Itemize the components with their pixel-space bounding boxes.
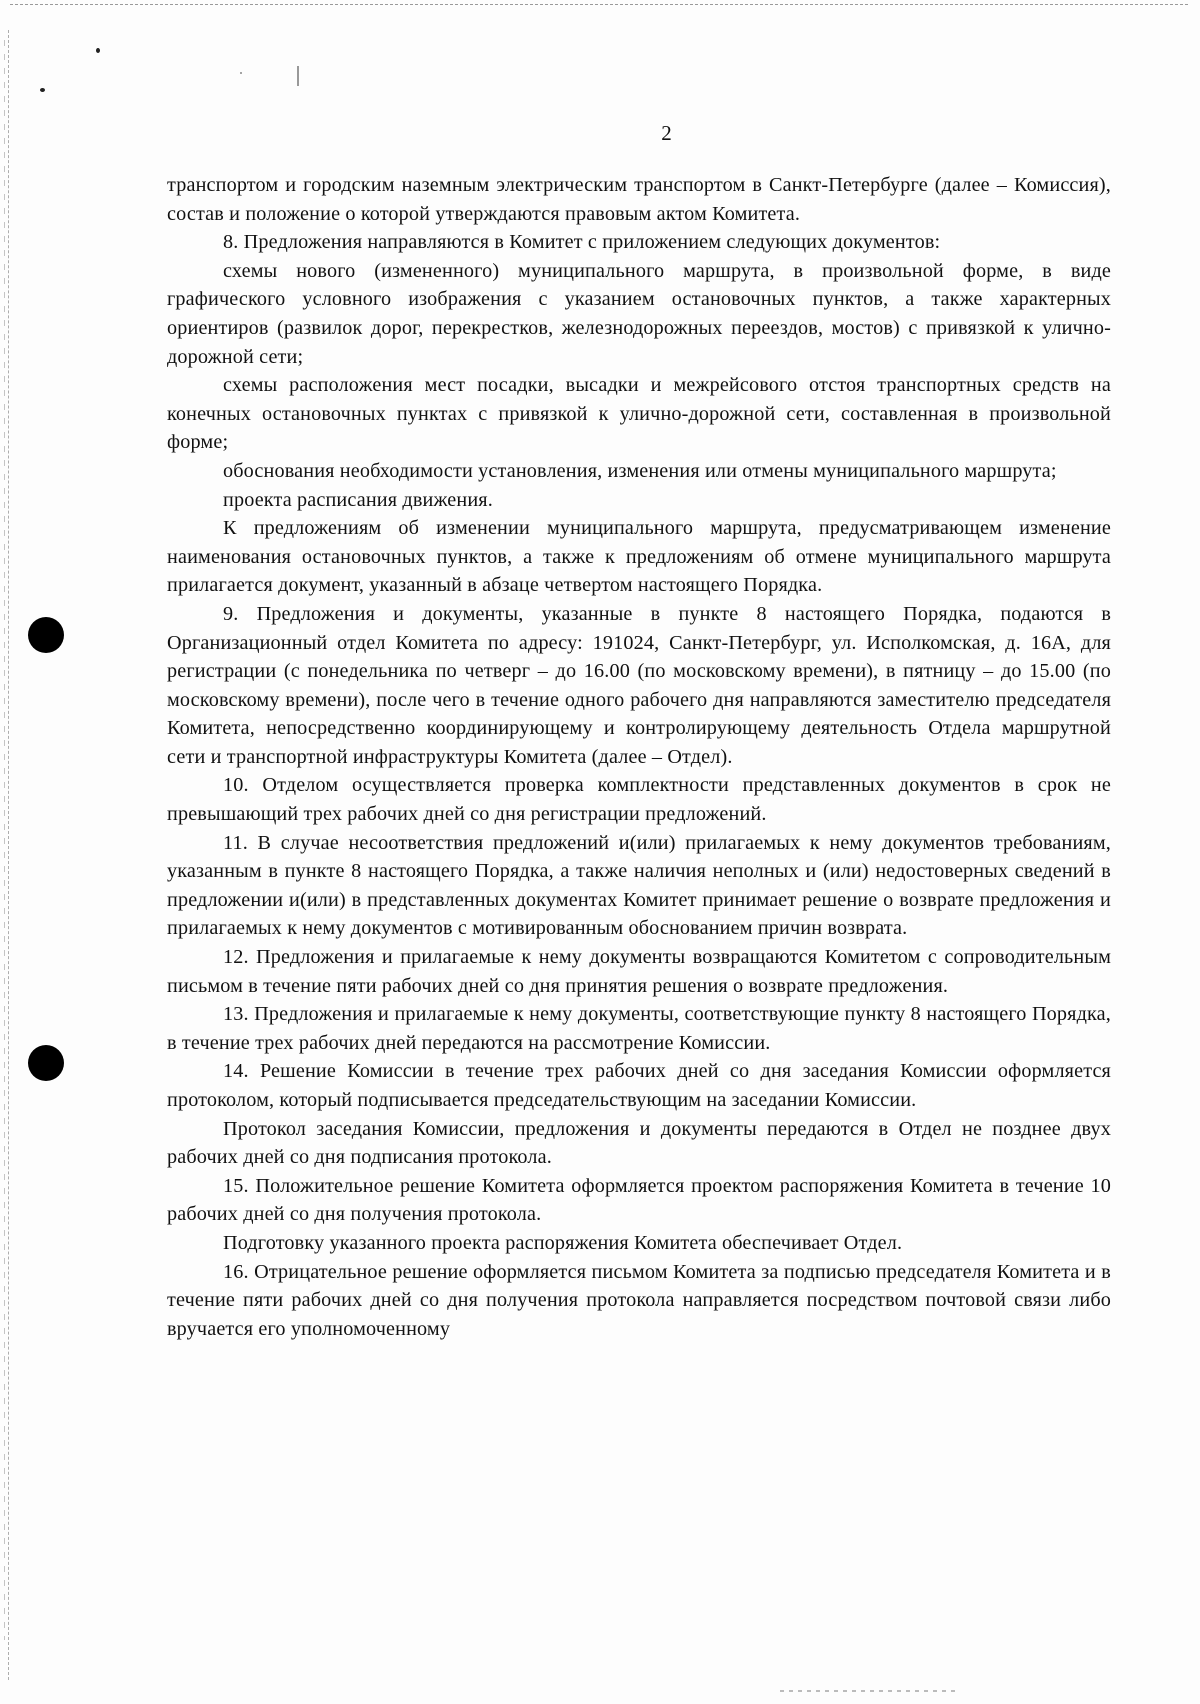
scan-speck xyxy=(96,48,100,53)
scan-speck xyxy=(240,72,242,74)
punch-hole-lower xyxy=(28,1045,64,1081)
scan-left-edge xyxy=(8,30,11,1680)
paragraph: проекта расписания движения. xyxy=(223,488,493,511)
document-body xyxy=(167,171,1111,1343)
paragraph: схемы расположения мест посадки, высадки и межрейсового отстоя транспортных средств на конечных остановочных пунктах с привязкой к улично-дорожной сети, составленная в произвольной форме; xyxy=(167,374,1111,454)
page-number: 2 xyxy=(661,121,672,145)
paragraph: 8. Предложения направляются в Комитет с приложением следующих документов: xyxy=(223,231,941,254)
paragraph: Подготовку указанного проекта распоряжения Комитета обеспечивает Отдел. xyxy=(223,1231,903,1254)
punch-hole-upper xyxy=(28,617,64,653)
paragraph: 9. Предложения и документы, указанные в пункте 8 настоящего Порядка, подаются в Организационный отдел Комитета по адресу: 191024, Санкт-Петербург, ул. Исполкомская, д. 16А, для регистрации (с понедельника по четверг – до 16.00 (по московскому времени), в пятницу – до 15.00 (по московскому времени), после чего в течение одного рабочего дня направляются заместителю председателя Комитета, непосредственно координирующему и контролирующему деятельность Отдела маршрутной сети и транспортной инфраструктуры Комитета (далее – Отдел). xyxy=(167,602,1111,768)
paragraph: 13. Предложения и прилагаемые к нему документы, соответствующие пункту 8 настоящего Порядка, в течение трех рабочих дней передаются на рассмотрение Комиссии. xyxy=(167,1003,1111,1054)
scan-top-edge xyxy=(10,4,1190,5)
paragraph: 14. Решение Комиссии в течение трех рабочих дней со дня заседания Комиссии оформляется протоколом, который подписывается председательствующим на заседании Комиссии. xyxy=(167,1060,1111,1111)
paragraph: 11. В случае несоответствия предложений и(или) прилагаемых к нему документов требованиям, указанным в пункте 8 настоящего Порядка, а также наличия неполных и (или) недостоверных сведений в предложении и(или) в представленных документах Комитет принимает решение о возврате предложения и прилагаемых к нему документов с мотивированным обоснованием причин возврата. xyxy=(167,831,1111,940)
paragraph: 15. Положительное решение Комитета оформляется проектом распоряжения Комитета в течение 10 рабочих дней со дня получения протокола. xyxy=(167,1174,1111,1226)
paragraph: 10. Отделом осуществляется проверка комплектности представленных документов в срок не превышающий трех рабочих дней со дня регистрации предложений. xyxy=(167,774,1111,826)
paragraph: обоснования необходимости установления, изменения или отмены муниципального маршрута; xyxy=(223,459,1057,482)
paragraph: 16. Отрицательное решение оформляется письмом Комитета за подписью председателя Комитета и в течение пяти рабочих дней со дня получения протокола направляется посредством почтовой связи либо вручается его уполномоченному xyxy=(167,1260,1111,1340)
paragraph: схемы нового (измененного) муниципального маршрута, в произвольной форме, в виде графического условного изображения с указанием остановочных пунктов, а также характерных ориентиров (развилок дорог, перекрестков, железнодорожных переездов, мостов) с привязкой к улично-дорожной сети; xyxy=(167,259,1111,368)
paragraph: транспортом и городским наземным электрическим транспортом в Санкт-Петербурге (далее – Комиссия), состав и положение о которой утверждаются правовым актом Комитета. xyxy=(167,174,1111,225)
scan-left-edge-shadow xyxy=(4,40,5,1640)
paragraph: Протокол заседания Комиссии, предложения и документы передаются в Отдел не позднее двух рабочих дней со дня подписания протокола. xyxy=(167,1117,1111,1169)
scan-speck xyxy=(40,88,45,92)
paragraph: 12. Предложения и прилагаемые к нему документы возвращаются Комитетом с сопроводительным письмом в течение пяти рабочих дней со дня принятия решения о возврате предложения. xyxy=(167,946,1111,997)
scan-speck xyxy=(297,66,299,86)
paragraph: К предложениям об изменении муниципального маршрута, предусматривающем изменение наименования остановочных пунктов, а также к предложениям об отмене муниципального маршрута прилагается документ, указанный в абзаце четвертом настоящего Порядка. xyxy=(167,517,1111,597)
scan-bottom-edge xyxy=(780,1690,960,1692)
